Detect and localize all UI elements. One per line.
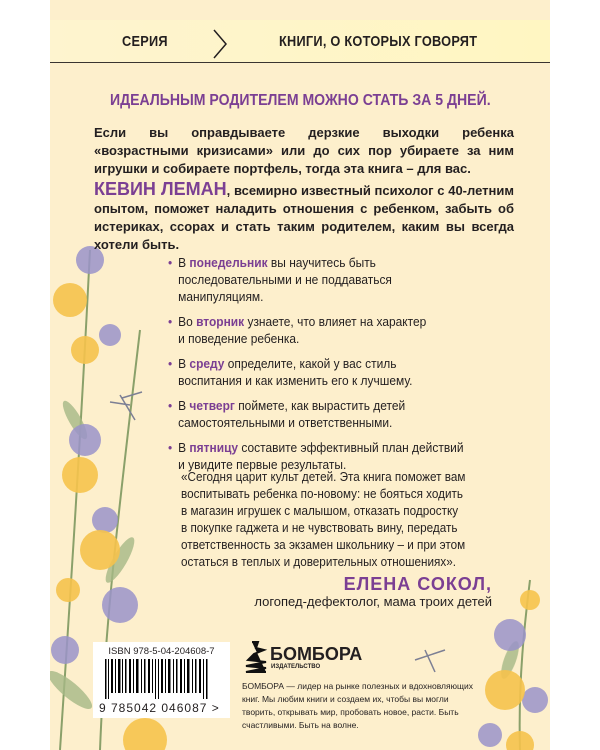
list-item: • В четверг поймете, как вырастить детей самостоятельными и ответственными. bbox=[168, 397, 472, 431]
weekday-list bbox=[168, 254, 498, 481]
quote-author: ЕЛЕНА СОКОЛ, bbox=[343, 574, 492, 594]
publisher-description: БОМБОРА — лидер на рынке полезных и вдохновляющих книг. Мы любим книги и создаем их, чтобы вы могли творить, открывать мир, пробовать новое, расти. Быть счастливыми. Быть на волне. bbox=[242, 681, 473, 730]
chevron-right-icon bbox=[212, 28, 228, 60]
isbn-barcode bbox=[93, 642, 230, 718]
testimonial-quote: «Сегодня царит культ детей. Эта книга поможет вам воспитывать ребенка по-новому: не бояться ходить в магазин игрушек с малышом, отказать подростку в покупке гаджета и не чувствовать вину, передать ответственность за экзамен школьнику – и при этом остаться в теплых и доверительных отношениях». bbox=[181, 469, 466, 569]
list-item: • В среду определите, какой у вас стиль воспитания и как изменить его к лучшему. bbox=[168, 355, 472, 389]
series-name: КНИГИ, О КОТОРЫХ ГОВОРЯТ bbox=[279, 33, 478, 50]
isbn-number: ISBN 978-5-04-204608-7 bbox=[108, 646, 215, 657]
series-label: СЕРИЯ bbox=[122, 33, 168, 50]
intro-paragraph: Если вы оправдываете дерзкие выходки ребенка «возрастными кризисами» или до сих пор убираете за ним игрушки и собираете портфель, тогда эта книга – для вас. bbox=[94, 125, 514, 176]
list-item: • В пятницу составите эффективный план действий и увидите первые результаты. bbox=[168, 439, 472, 473]
barcode-digits: 9 785042 046087 > bbox=[99, 701, 220, 715]
bombora-logo-icon bbox=[244, 640, 268, 674]
author-paragraph: КЕВИН ЛЕМАН, всемирно известный психолог с 40-летним опытом, поможет наладить отношения с ребенком, забыть об истериках, ссорах и стать таким родителем, каким вы всегда хотели быть. bbox=[94, 179, 514, 252]
author-name: КЕВИН ЛЕМАН bbox=[94, 179, 227, 199]
list-item: • В понедельник вы научитесь быть последовательными и не поддаваться манипуляциям. bbox=[168, 254, 472, 305]
barcode-icon bbox=[93, 659, 230, 701]
quote-author-role: логопед-дефектолог, мама троих детей bbox=[254, 594, 492, 609]
book-back-cover bbox=[50, 0, 550, 750]
publisher-logo: БОМБОРА ИЗДАТЕЛЬСТВО bbox=[244, 640, 268, 679]
list-item: • Во вторник узнаете, что влияет на характер и поведение ребенка. bbox=[168, 313, 472, 347]
headline: ИДЕАЛЬНЫМ РОДИТЕЛЕМ МОЖНО СТАТЬ ЗА 5 ДНЕЙ. bbox=[109, 92, 491, 109]
